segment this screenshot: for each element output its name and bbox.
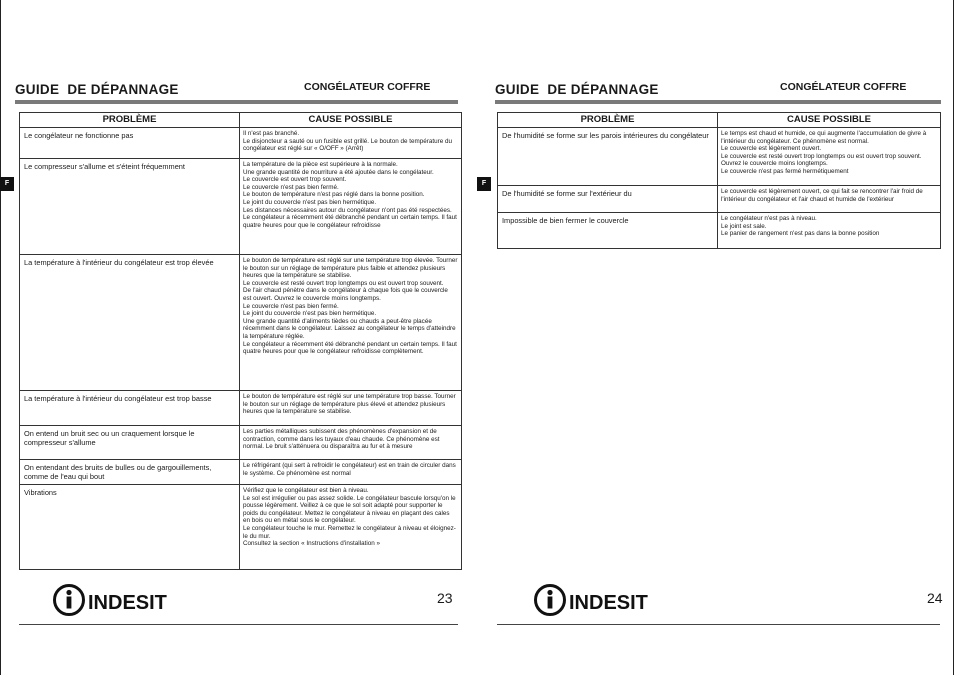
cause-line: Consultez la section « Instructions d'installation » xyxy=(243,540,381,548)
cause-line: Le couvercle est ouvert trop souvent. xyxy=(243,176,347,184)
cause-cell xyxy=(718,186,941,213)
cause-cell xyxy=(718,213,941,249)
page-number: 23 xyxy=(437,590,453,606)
table-row xyxy=(20,485,462,570)
cause-line: Le couvercle n'est pas bien fermé. xyxy=(243,302,339,310)
cause-line: Le congélateur a récemment été débranché pendant un certain temps. Il faut quatre heures pour que le congélateur refroidisse xyxy=(243,214,457,229)
column-header-problem: PROBLÈME xyxy=(20,113,240,128)
cause-line: Le couvercle n'est pas bien fermé. xyxy=(243,183,339,191)
table-row xyxy=(20,159,462,255)
footer-rule xyxy=(497,624,940,625)
indesit-logo-mark xyxy=(534,583,656,617)
cause-line: Le couvercle est resté ouvert trop longtemps ou est ouvert trop souvent. xyxy=(721,152,922,160)
cause-line: Le couvercle est légèrement ouvert. xyxy=(721,145,822,153)
problem-cell: On entendant des bruits de bulles ou de gargouillements, comme de l'eau qui bout xyxy=(20,460,240,485)
cause-line: Le couvercle est resté ouvert trop longtemps ou est ouvert trop souvent. xyxy=(243,279,444,287)
cause-line: Le joint du couvercle n'est pas bien hermétique. xyxy=(243,310,377,318)
table-row xyxy=(498,186,941,213)
brand-text: INDESIT xyxy=(88,592,167,614)
language-marker: F xyxy=(477,177,491,191)
cause-line: Le joint est sale. xyxy=(721,222,767,230)
cause-line: Le panier de rangement n'est pas dans la bonne position xyxy=(721,230,880,238)
cause-line: Les distances nécessaires autour du congélateur n'ont pas été respectées. xyxy=(243,206,452,214)
indesit-logo-mark xyxy=(53,583,175,617)
cause-cell xyxy=(240,460,462,485)
page-number: 24 xyxy=(927,590,943,606)
language-marker: F xyxy=(0,177,14,191)
problem-cell: De l'humidité se forme sur les parois intérieures du congélateur xyxy=(498,128,718,186)
troubleshooting-table xyxy=(19,112,462,570)
brand-text: INDESIT xyxy=(569,592,648,614)
problem-cell: De l'humidité se forme sur l'extérieur du xyxy=(498,186,718,213)
cause-line: La température de la pièce est supérieure à la normale. xyxy=(243,161,398,168)
indesit-logo xyxy=(53,583,175,617)
cause-cell xyxy=(240,128,462,159)
cause-line: Vérifiez que le congélateur est bien à niveau. xyxy=(243,487,369,494)
problem-cell: Le congélateur ne fonctionne pas xyxy=(20,128,240,159)
table-row xyxy=(20,426,462,460)
problem-cell: La température à l'intérieur du congélateur est trop élevée xyxy=(20,255,240,391)
page-title: GUIDE DE DÉPANNAGE xyxy=(15,82,179,97)
cause-line: Une grande quantité de nourriture a été ajoutée dans le congélateur. xyxy=(243,168,434,176)
footer-rule xyxy=(19,624,458,625)
problem-cell: La température à l'intérieur du congélateur est trop basse xyxy=(20,391,240,426)
cause-line: Les parties métalliques subissent des phénomènes d'expansion et de contraction, comme dans les tuyaux d'eau chaude. Ce phénomène est normal. Le bruit s'atténuera ou disparaîtra au fur et à mesure xyxy=(243,428,440,451)
table-row xyxy=(20,255,462,391)
cause-line: Le bouton de température n'est pas réglé dans la bonne position. xyxy=(243,191,425,199)
column-header-cause: CAUSE POSSIBLE xyxy=(718,113,941,128)
cause-line: De l'air chaud pénètre dans le congélateur à chaque fois que le couvercle est ouvert. Ouvrez le couvercle moins longtemps. xyxy=(243,287,448,302)
cause-cell xyxy=(240,159,462,255)
cause-line: Le réfrigérant (qui sert à refroidir le congélateur) est en train de circuler dans le système. Ce phénomène est normal xyxy=(243,462,456,477)
cause-cell xyxy=(718,128,941,186)
cause-line: Le joint du couvercle n'est pas bien hermétique. xyxy=(243,198,377,206)
title-rule xyxy=(495,100,941,104)
section-title: CONGÉLATEUR COFFRE xyxy=(304,81,431,93)
cause-line: Le bouton de température est réglé sur une température trop élevée. Tourner le bouton sur un réglage de température plus faible et attendez plusieurs heures que la température se stabilise. xyxy=(243,257,458,280)
section-title: CONGÉLATEUR COFFRE xyxy=(780,81,907,93)
right-page xyxy=(477,0,954,675)
cause-line: Le sol est irrégulier ou pas assez solide. Le congélateur bascule lorsqu'on le pousse légèrement. Veillez à ce que le sol soit adapté pour supporter le poids du congélateur. Mettez le congélateur à niveau en plaçant des cales en bois ou en métal sous le congélateur. xyxy=(243,494,456,525)
cause-line: Ouvrez le couvercle moins longtemps. xyxy=(721,160,828,168)
cause-line: Le couvercle n'est pas fermé hermétiquement xyxy=(721,167,849,175)
cause-cell xyxy=(240,426,462,460)
cause-line: Le disjoncteur a sauté ou un fusible est grillé. Le bouton de température du congélateur est réglé sur « O/OFF » (Arrêt) xyxy=(243,137,452,153)
table-row xyxy=(20,391,462,426)
column-header-problem: PROBLÈME xyxy=(498,113,718,128)
cause-line: Le bouton de température est réglé sur une température trop basse. Tourner le bouton sur un réglage de température plus élevé et attendez plusieurs heures que la température se stabilise. xyxy=(243,393,456,416)
title-rule xyxy=(15,100,458,104)
page-title: GUIDE DE DÉPANNAGE xyxy=(495,82,659,97)
cause-line: Le couvercle est légèrement ouvert, ce qui fait se rencontrer l'air froid de l'intérieur du congélateur et l'air chaud et humide de l'extérieur xyxy=(721,188,923,203)
cause-line: Le congélateur a récemment été débranché pendant un certain temps. Il faut quatre heures pour que le congélateur refroidisse complètement. xyxy=(243,340,457,356)
table-row xyxy=(498,213,941,249)
cause-line: Le congélateur touche le mur. Remettez le congélateur à niveau et éloignez-le du mur. xyxy=(243,524,456,540)
problem-cell: Vibrations xyxy=(20,485,240,570)
column-header-cause: CAUSE POSSIBLE xyxy=(240,113,462,128)
cause-line: Il n'est pas branché. xyxy=(243,130,300,137)
troubleshooting-table xyxy=(497,112,941,249)
cause-line: Une grande quantité d'aliments tièdes ou chauds a peut-être placée récemment dans le congélateur. Laissez au congélateur le temps d'atteindre la température réglée. xyxy=(243,317,456,340)
table-row xyxy=(20,460,462,485)
problem-cell: On entend un bruit sec ou un craquement lorsque le compresseur s'allume xyxy=(20,426,240,460)
cause-line: Le temps est chaud et humide, ce qui augmente l'accumulation de givre à l'intérieur du congélateur. Ce phénomène est normal. xyxy=(721,130,927,145)
cause-cell xyxy=(240,255,462,391)
cause-cell xyxy=(240,391,462,426)
table-row xyxy=(498,128,941,186)
table-row xyxy=(20,128,462,159)
indesit-logo xyxy=(534,583,656,617)
cause-cell xyxy=(240,485,462,570)
problem-cell: Impossible de bien fermer le couvercle xyxy=(498,213,718,249)
problem-cell: Le compresseur s'allume et s'éteint fréquemment xyxy=(20,159,240,255)
cause-line: Le congélateur n'est pas à niveau. xyxy=(721,215,817,222)
